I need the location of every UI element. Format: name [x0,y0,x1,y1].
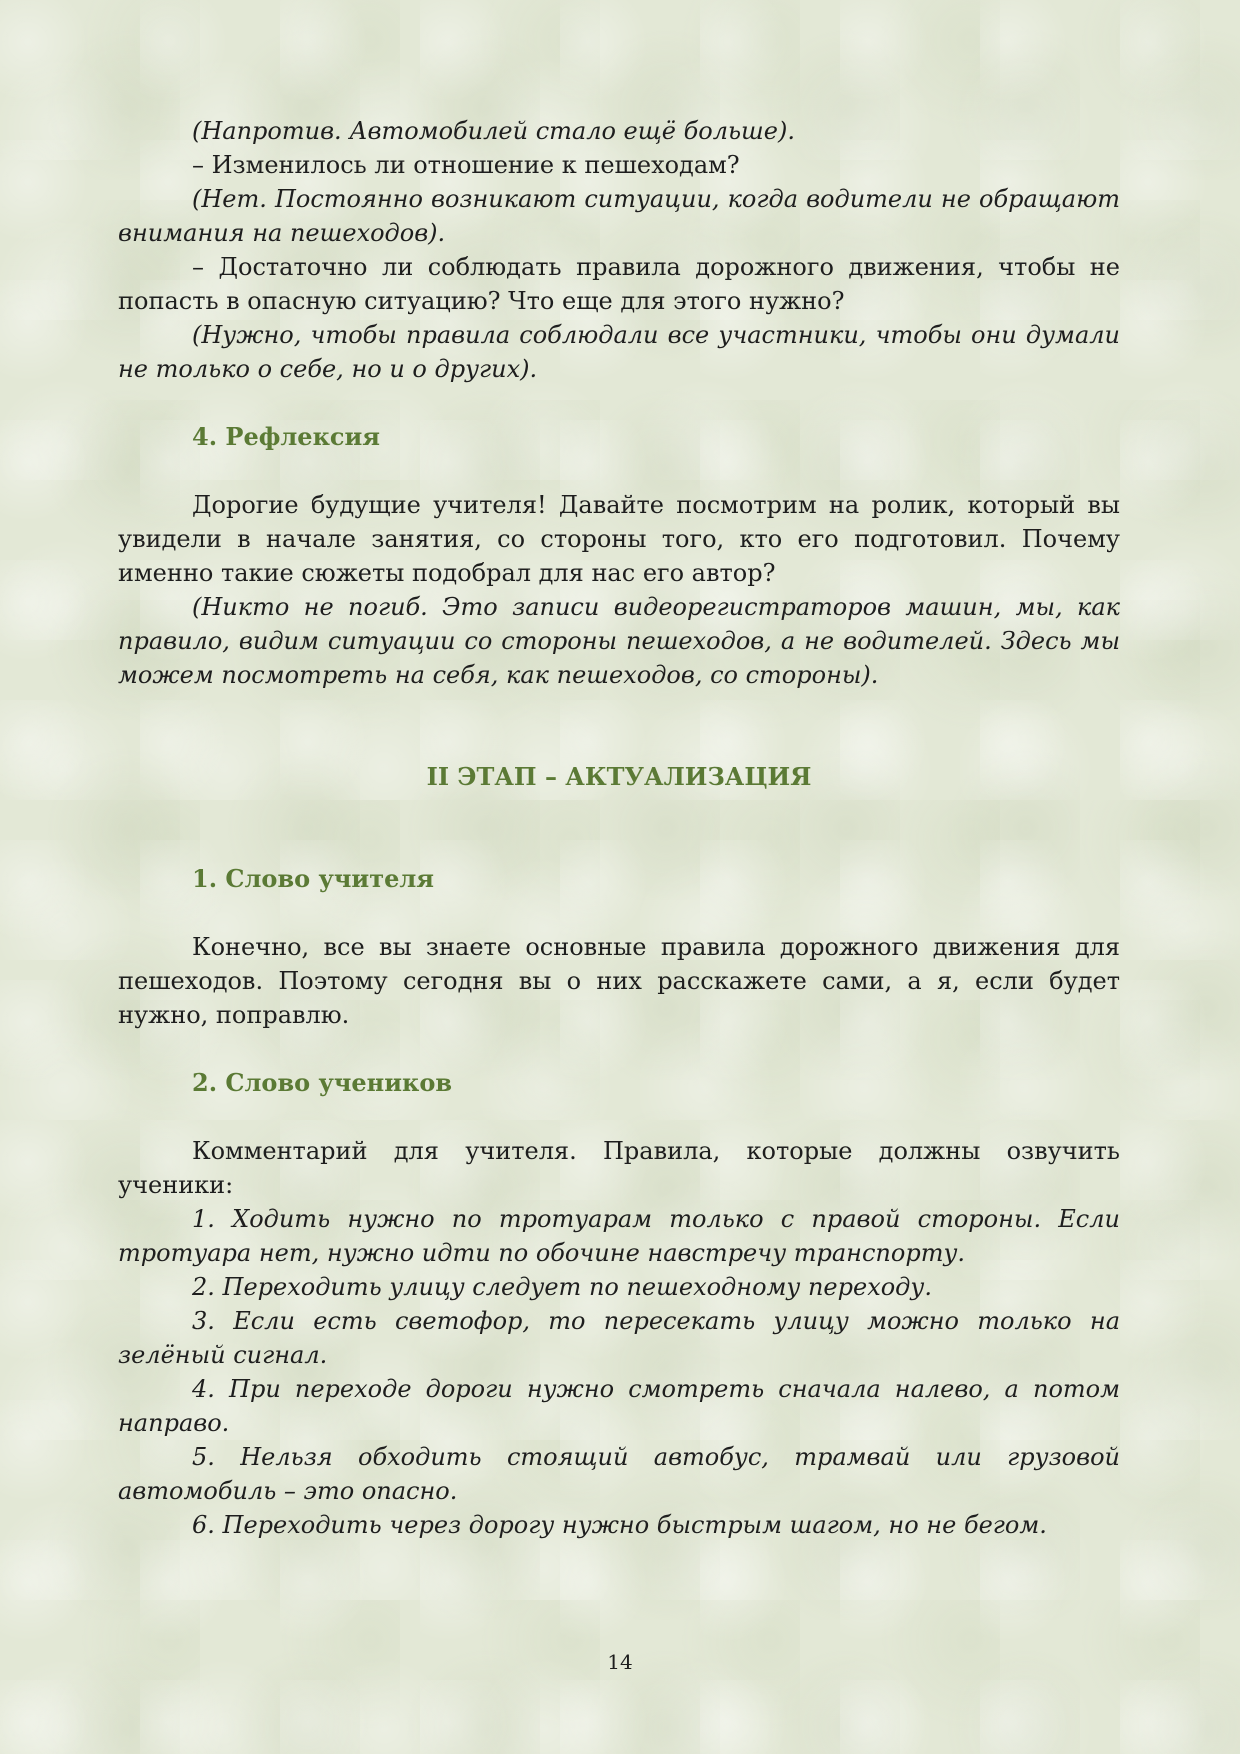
spacer [118,1032,1120,1066]
teacher-word-heading: 1. Слово учителя [192,864,435,893]
rule-item: 2. Переходить улицу следует по пешеходному переходу. [192,1273,932,1301]
rule-item: 5. Нельзя обходить стоящий автобус, трамвай или грузовой автомобиль – это опасно. [118,1443,1120,1505]
spacer [118,794,1120,862]
answer-paragraph: (Напротив. Автомобилей стало ещё больше). [192,117,795,145]
spacer [118,1100,1120,1134]
reflection-answer: (Никто не погиб. Это записи видеорегистраторов машин, мы, как правило, видим ситуации со стороны пешеходов, а не водителей. Здесь мы можем посмотреть на себя, как пешеходов, со стороны). [118,593,1120,689]
page-content [118,114,1120,1542]
answer-paragraph: (Нет. Постоянно возникают ситуации, когда водители не обращают внимания на пешеходов). [118,185,1120,247]
spacer [118,386,1120,420]
spacer [118,692,1120,760]
reflection-paragraph: Дорогие будущие учителя! Давайте посмотрим на ролик, который вы увидели в начале занятия, со стороны того, кто его подготовил. Почему именно такие сюжеты подобрал для нас его автор? [118,491,1120,587]
rule-item: 4. При переходе дороги нужно смотреть сначала налево, а потом направо. [118,1375,1120,1437]
spacer [118,454,1120,488]
stage-title: II ЭТАП – АКТУАЛИЗАЦИЯ [426,762,812,791]
reflection-heading: 4. Рефлексия [192,422,381,451]
students-word-heading: 2. Слово учеников [192,1068,453,1097]
teacher-word-paragraph: Конечно, все вы знаете основные правила дорожного движения для пешеходов. Поэтому сегодня вы о них расскажете сами, а я, если будет нужно, поправлю. [118,933,1120,1029]
rule-item: 6. Переходить через дорогу нужно быстрым шагом, но не бегом. [192,1511,1047,1539]
rule-item: 1. Ходить нужно по тротуарам только с правой стороны. Если тротуара нет, нужно идти по обочине навстречу транспорту. [118,1205,1120,1267]
rule-item: 3. Если есть светофор, то пересекать улицу можно только на зелёный сигнал. [118,1307,1120,1369]
question-paragraph: – Изменилось ли отношение к пешеходам? [192,151,740,179]
spacer [118,896,1120,930]
question-paragraph: – Достаточно ли соблюдать правила дорожного движения, чтобы не попасть в опасную ситуацию? Что еще для этого нужно? [118,253,1120,315]
answer-paragraph: (Нужно, чтобы правила соблюдали все участники, чтобы они думали не только о себе, но и о других). [118,321,1120,383]
page-number: 14 [607,1650,633,1674]
teacher-comment-paragraph: Комментарий для учителя. Правила, которые должны озвучить ученики: [118,1137,1120,1199]
